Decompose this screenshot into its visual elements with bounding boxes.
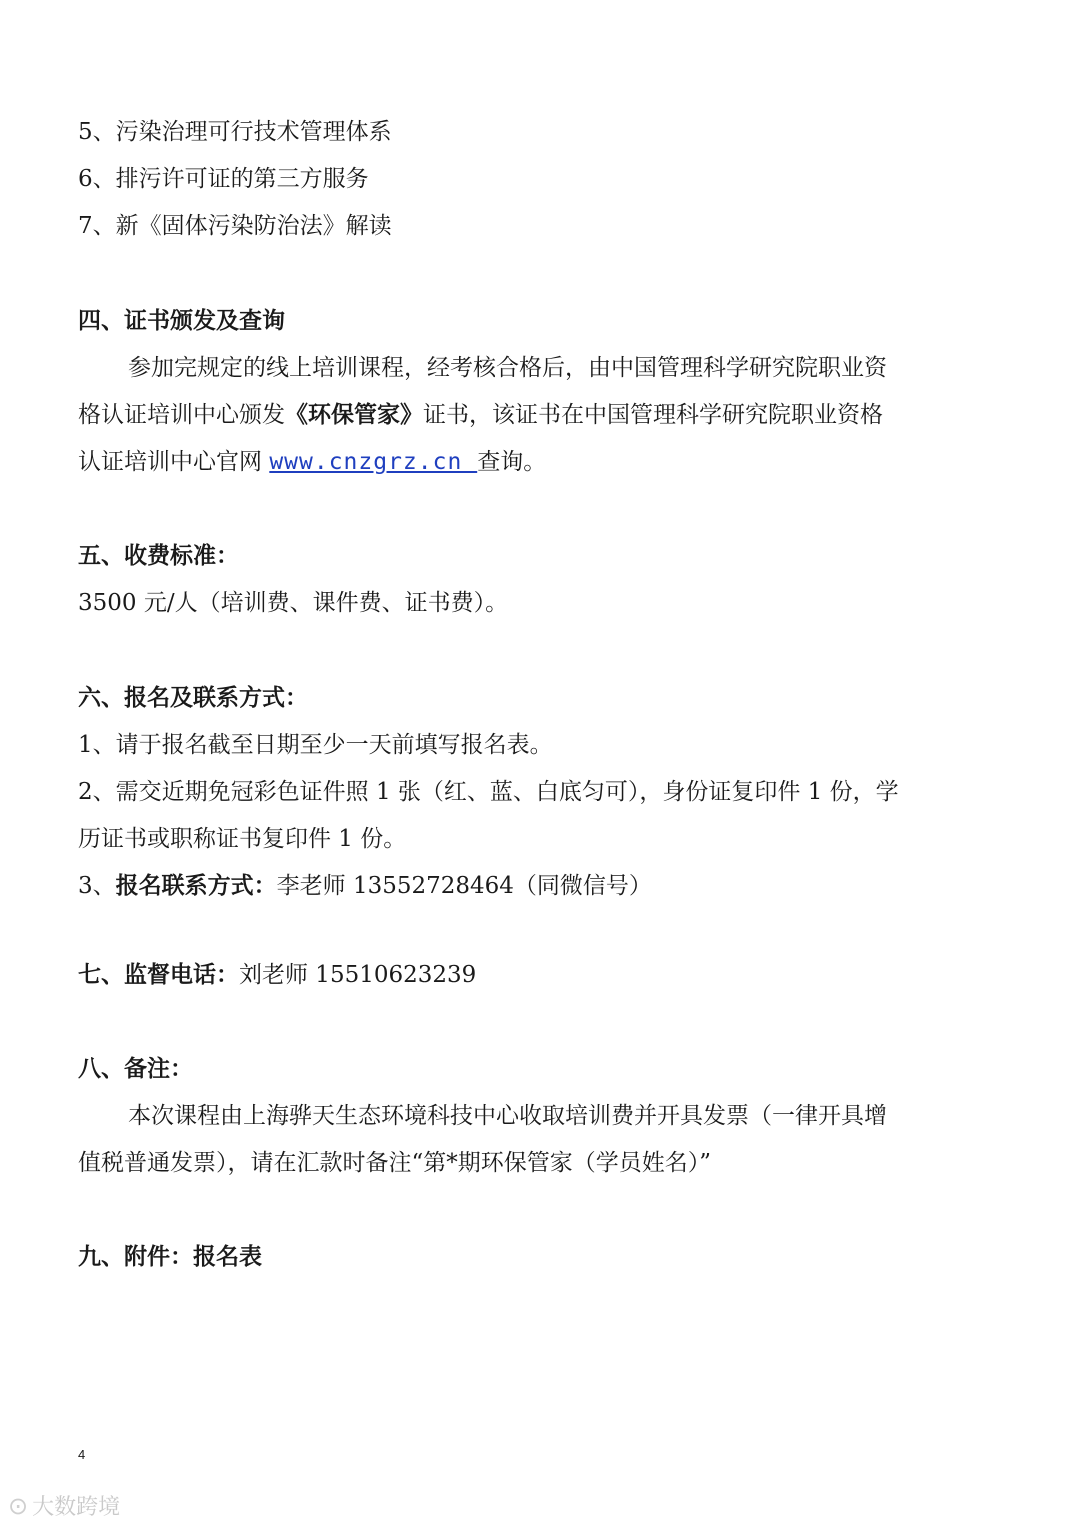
certificate-paragraph-line-2 [78,400,883,430]
section-heading-attachment: 九、附件：报名表 [78,1244,262,1270]
notes-paragraph-line-1: 本次课程由上海骅天生态环境科技中心收取培训费并开具发票（一律开具增 [128,1103,887,1129]
certificate-query-suffix: 查询。 [477,449,547,475]
watermark-text: 大数跨境 [32,1495,121,1520]
registration-item-3-number: 3、 [78,873,116,899]
list-item-7: 7、新《固体污染防治法》解读 [78,213,392,239]
certificate-paragraph-line-3 [78,447,546,477]
registration-item-2-line-1: 2、需交近期免冠彩色证件照 1 张（红、蓝、白底匀可），身份证复印件 1 份，学 [78,779,899,805]
registration-item-2-line-2: 历证书或职称证书复印件 1 份。 [78,826,407,852]
registration-contact-value: 李老师 13552728464（同微信号） [276,873,652,899]
list-item-5: 5、污染治理可行技术管理体系 [78,119,392,145]
certificate-query-text: 认证培训中心官网 [78,449,270,475]
supervision-line [78,960,476,990]
website-link[interactable]: www.cnzgrz.cn [269,449,478,475]
certificate-name: 《环保管家》 [285,402,423,428]
page-number: 4 [78,1447,86,1462]
certificate-paragraph-line-1: 参加完规定的线上培训课程，经考核合格后，由中国管理科学研究院职业资 [128,355,887,381]
list-item-6: 6、排污许可证的第三方服务 [78,166,369,192]
chat-bubble-icon: ⊙ [8,1491,29,1520]
certificate-text: 格认证培训中心颁发 [78,402,285,428]
registration-item-1: 1、请于报名截至日期至少一天前填写报名表。 [78,732,553,758]
notes-paragraph-line-2: 值税普通发票），请在汇款时备注“第*期环保管家（学员姓名）” [78,1150,712,1176]
watermark [8,1490,120,1521]
section-heading-notes: 八、备注： [78,1056,193,1082]
registration-contact-label: 报名联系方式： [115,873,277,899]
section-heading-registration: 六、报名及联系方式： [78,685,308,711]
certificate-text-cont: 证书，该证书在中国管理科学研究院职业资格 [423,402,883,428]
section-heading-certificate: 四、证书颁发及查询 [78,308,285,334]
supervision-contact: 刘老师 15510623239 [239,962,477,988]
registration-item-3 [78,871,652,901]
section-heading-supervision: 七、监督电话： [78,962,239,988]
fee-text: 3500 元/人（培训费、课件费、证书费）。 [78,590,509,616]
section-heading-fees: 五、收费标准： [78,543,239,569]
